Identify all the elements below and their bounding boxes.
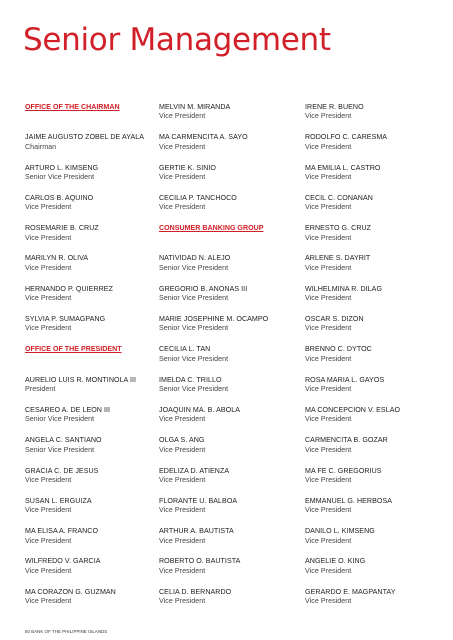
person-name: RODOLFO C. CARESMA — [305, 133, 388, 142]
person-name: JOAQUIN MA. B. ABOLA — [159, 405, 241, 414]
person-name: GERARDO E. MAGPANTAY — [305, 587, 396, 596]
person-entry — [159, 254, 299, 284]
person-title: Vice President — [305, 385, 352, 394]
person-entry — [305, 285, 445, 315]
person-title: Senior Vice President — [25, 173, 95, 181]
person-entry — [159, 133, 299, 163]
person-title: Vice President — [159, 415, 206, 424]
person-entry — [159, 497, 299, 527]
person-entry — [25, 133, 155, 163]
person-entry — [25, 557, 155, 587]
person-entry — [159, 557, 299, 587]
person-entry — [305, 103, 445, 133]
person-title: Vice President — [305, 354, 352, 363]
person-title: Vice President — [305, 142, 352, 151]
person-title: Vice President — [25, 597, 72, 606]
person-entry — [305, 164, 445, 194]
section-heading: CONSUMER BANKING GROUP — [159, 224, 264, 233]
person-entry — [25, 588, 155, 618]
person-entry — [25, 164, 155, 194]
person-entry — [25, 254, 155, 284]
person-name: FLORANTE U. BALBOA — [159, 496, 238, 505]
person-title: Vice President — [159, 203, 206, 212]
person-title: Senior Vice President — [25, 445, 95, 454]
person-title: Vice President — [159, 597, 206, 606]
person-entry — [25, 315, 155, 345]
person-title: Vice President — [159, 566, 206, 575]
person-name: GRACIA C. DE JESUS — [25, 466, 99, 475]
person-name: MA CARMENCITA A. SAYO — [159, 133, 248, 142]
person-name: ROSEMARIE B. CRUZ — [25, 224, 99, 233]
person-title: Vice President — [25, 263, 72, 272]
person-name: SYLVIA P. SUMAGPANG — [25, 315, 106, 324]
person-name: ARLENE S. DAYRIT — [305, 254, 371, 263]
person-name: ARTHUR A. BAUTISTA — [159, 527, 234, 536]
person-name: OSCAR S. DIZON — [305, 315, 364, 324]
person-name: ERNESTO G. CRUZ — [305, 224, 372, 233]
person-name: DANILO L. KIMSENG — [305, 527, 375, 536]
person-name: ROBERTO O. BAUTISTA — [159, 557, 241, 566]
section-heading: OFFICE OF THE CHAIRMAN — [25, 103, 120, 111]
person-title: Vice President — [159, 506, 206, 515]
person-name: MA ELISA A. FRANCO — [25, 527, 99, 536]
person-title: Vice President — [305, 112, 352, 121]
person-entry — [305, 224, 445, 254]
person-name: MA FE C. GREGORIUS — [305, 466, 382, 475]
person-title: Senior Vice President — [25, 415, 95, 424]
person-title: Senior Vice President — [159, 385, 229, 394]
person-name: MA CORAZON G. GUZMAN — [25, 587, 116, 596]
person-entry — [305, 467, 445, 497]
person-entry — [159, 285, 299, 315]
person-title: Chairman — [25, 142, 57, 151]
person-title: President — [25, 385, 56, 394]
person-name: IRENE R. BUENO — [305, 103, 364, 111]
person-title: Vice President — [305, 203, 352, 212]
person-entry — [25, 467, 155, 497]
person-entry — [25, 224, 155, 254]
person-title: Senior Vice President — [159, 324, 229, 333]
person-entry — [159, 345, 299, 375]
person-name: MA EMILIA L. CASTRO — [305, 163, 381, 172]
person-title: Vice President — [305, 597, 352, 606]
person-title: Vice President — [159, 475, 206, 484]
person-title: Vice President — [305, 324, 352, 333]
person-entry — [159, 376, 299, 406]
column-2 — [159, 103, 299, 618]
person-entry — [25, 406, 155, 436]
person-entry — [305, 557, 445, 587]
person-title: Vice President — [305, 475, 352, 484]
person-name: WILHELMINA R. DILAG — [305, 284, 383, 293]
person-name: SUSAN L. ERGUIZA — [25, 496, 92, 505]
person-entry — [305, 497, 445, 527]
person-title: Vice President — [25, 324, 72, 333]
page-title: Senior Management — [23, 22, 331, 58]
person-title: Vice President — [159, 173, 206, 181]
person-title: Vice President — [305, 173, 352, 181]
person-name: CECIL C. CONANAN — [305, 193, 373, 202]
person-name: NATIVIDAD N. ALEJO — [159, 254, 231, 263]
person-title: Vice President — [25, 294, 72, 303]
person-title: Vice President — [25, 506, 72, 515]
person-name: OLGA S. ANG — [159, 436, 205, 445]
person-title: Vice President — [305, 415, 352, 424]
person-entry — [305, 527, 445, 557]
person-name: BRENNO C. DYTOC — [305, 345, 372, 354]
person-entry — [305, 345, 445, 375]
person-title: Vice President — [25, 475, 72, 484]
person-name: ARTURO L. KIMSENG — [25, 163, 99, 172]
person-title: Vice President — [305, 445, 352, 454]
person-entry — [25, 376, 155, 406]
person-entry — [159, 103, 299, 133]
person-entry — [25, 497, 155, 527]
person-entry — [305, 133, 445, 163]
person-title: Vice President — [305, 506, 352, 515]
person-entry — [25, 436, 155, 466]
person-name: MELVIN M. MIRANDA — [159, 103, 231, 111]
person-entry — [305, 194, 445, 224]
person-name: CESAREO A. DE LEON III — [25, 405, 111, 414]
person-name: CECILIA L. TAN — [159, 345, 211, 354]
person-title: Vice President — [305, 263, 352, 272]
person-entry — [305, 376, 445, 406]
page-footer: 50 BANK OF THE PHILIPPINE ISLANDS — [25, 629, 108, 634]
person-entry — [159, 467, 299, 497]
person-entry — [305, 588, 445, 618]
person-name: ROSA MARIA L. GAYOS — [305, 375, 385, 384]
column-1 — [25, 103, 155, 618]
person-name: CELIA D. BERNARDO — [159, 587, 232, 596]
person-entry — [305, 436, 445, 466]
person-name: EDELIZA D. ATIENZA — [159, 466, 230, 475]
person-entry — [25, 527, 155, 557]
person-name: CARLOS B. AQUINO — [25, 193, 94, 202]
person-entry — [159, 164, 299, 194]
person-title: Senior Vice President — [159, 294, 229, 303]
person-name: JAIME AUGUSTO ZOBEL DE AYALA — [25, 133, 145, 142]
person-name: HERNANDO P. QUIERREZ — [25, 284, 113, 293]
person-title: Vice President — [159, 536, 206, 545]
person-entry — [159, 588, 299, 618]
person-name: ANGELIE O. KING — [305, 557, 366, 566]
person-name: EMMANUEL G. HERBOSA — [305, 496, 393, 505]
person-name: GERTIE K. SINIO — [159, 163, 216, 172]
person-entry — [159, 436, 299, 466]
person-name: IMELDA C. TRILLO — [159, 375, 222, 384]
person-entry — [305, 406, 445, 436]
person-entry — [159, 406, 299, 436]
person-name: CARMENCITA B. GOZAR — [305, 436, 388, 445]
person-entry — [159, 315, 299, 345]
person-entry — [159, 527, 299, 557]
person-name: MA CONCEPCION V. ESLAO — [305, 405, 401, 414]
person-title: Vice President — [25, 566, 72, 575]
person-title: Senior Vice President — [159, 263, 229, 272]
person-name: ANGELA C. SANTIANO — [25, 436, 102, 445]
person-title: Vice President — [159, 445, 206, 454]
person-name: AURELIO LUIS R. MONTINOLA III — [25, 375, 137, 384]
person-title: Vice President — [159, 112, 206, 121]
person-entry — [25, 285, 155, 315]
person-name: WILFREDO V. GARCIA — [25, 557, 101, 566]
person-entry — [305, 254, 445, 284]
person-title: Vice President — [25, 233, 72, 242]
person-title: Vice President — [159, 142, 206, 151]
person-title: Vice President — [305, 233, 352, 242]
person-title: Vice President — [25, 536, 72, 545]
person-title: Senior Vice President — [159, 354, 229, 363]
person-entry — [159, 194, 299, 224]
person-entry — [25, 194, 155, 224]
person-entry — [305, 315, 445, 345]
column-3 — [305, 103, 445, 618]
person-name: MARIE JOSEPHINE M. OCAMPO — [159, 315, 269, 324]
person-name: GREGORIO B. ANONAS III — [159, 284, 248, 293]
section-heading: OFFICE OF THE PRESIDENT — [25, 345, 122, 354]
person-name: CECILIA P. TANCHOCO — [159, 193, 237, 202]
person-title: Vice President — [305, 566, 352, 575]
person-title: Vice President — [25, 203, 72, 212]
person-title: Vice President — [305, 294, 352, 303]
person-title: Vice President — [305, 536, 352, 545]
person-name: MARILYN R. OLIVA — [25, 254, 89, 263]
